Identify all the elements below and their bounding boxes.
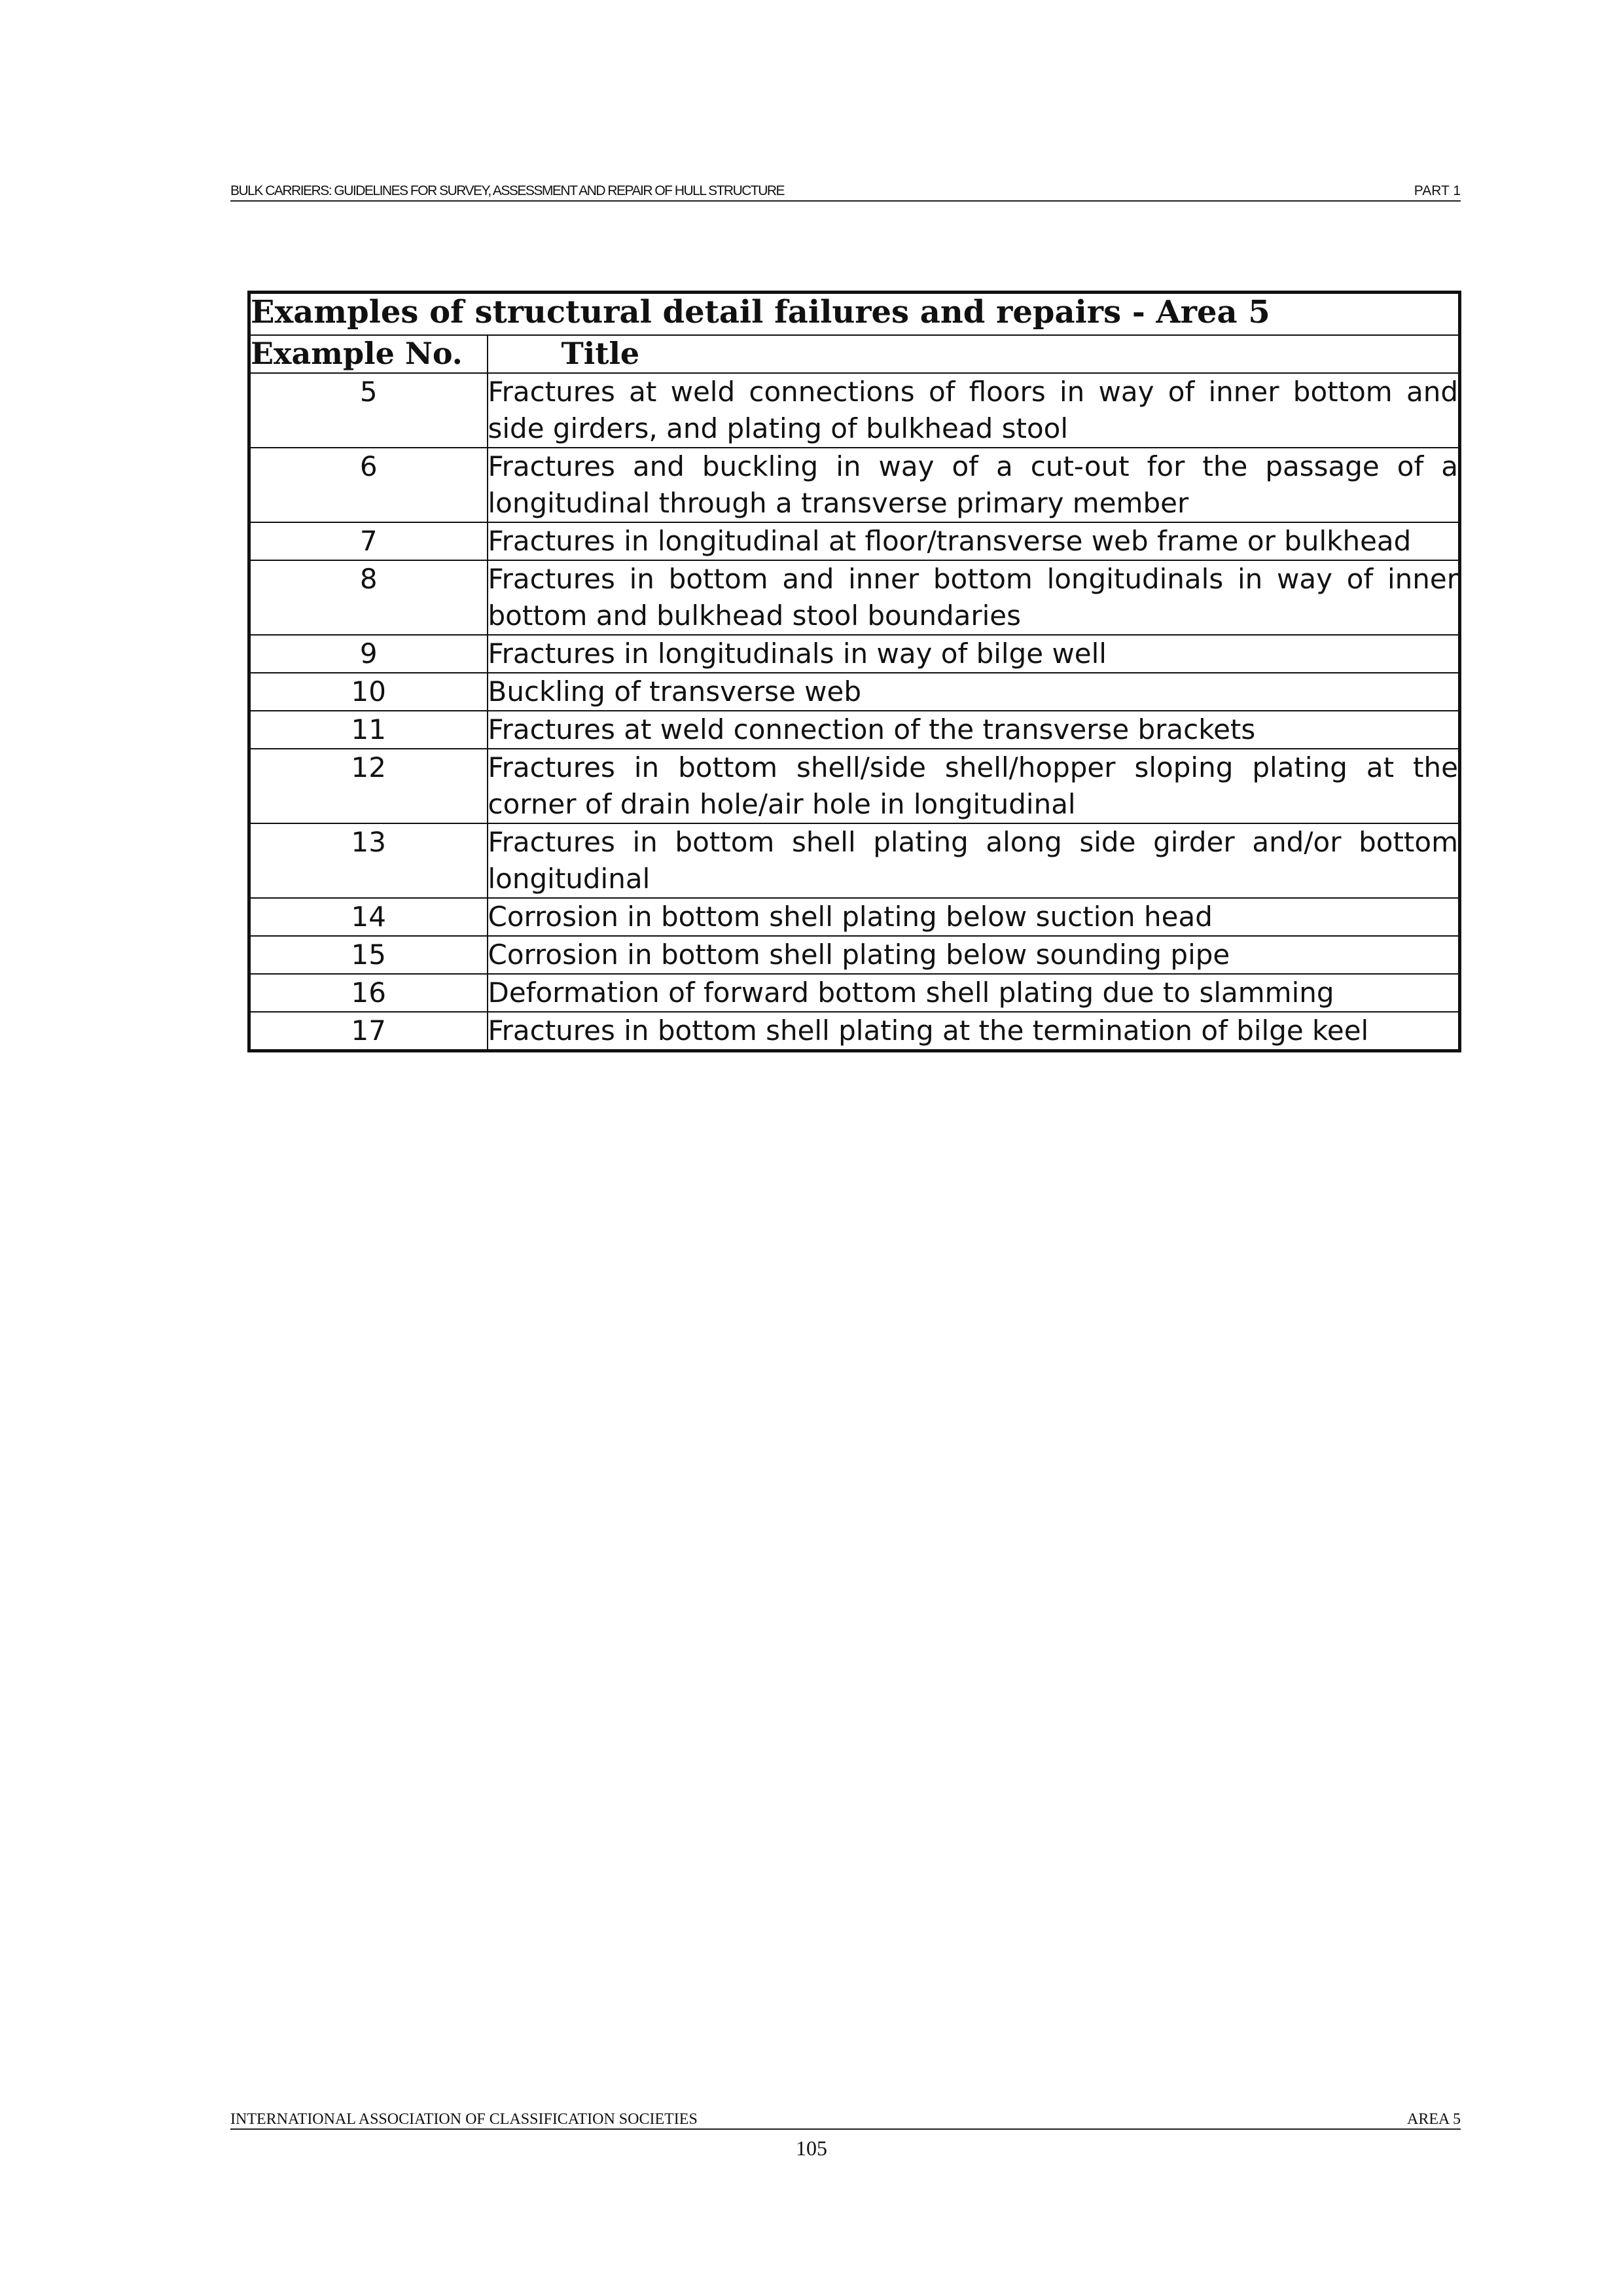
column-header-example-no: Example No. — [249, 335, 488, 373]
example-number: 8 — [249, 560, 488, 635]
running-header — [230, 181, 1461, 202]
example-title: Fractures in bottom shell/side shell/hopper sloping plating at the corner of drain hole/air hole in longitudinal — [488, 749, 1460, 823]
example-number: 13 — [249, 823, 488, 898]
example-title: Deformation of forward bottom shell plating due to slamming — [488, 974, 1460, 1012]
example-number: 5 — [249, 373, 488, 448]
table-row — [249, 749, 1460, 823]
page-number: 105 — [796, 2136, 827, 2160]
example-number: 15 — [249, 936, 488, 974]
table-title-row — [249, 293, 1460, 336]
header-part-label: PART 1 — [1414, 183, 1461, 198]
column-header-title: Title — [488, 335, 1460, 373]
example-title: Fractures in bottom and inner bottom longitudinals in way of inner bottom and bulkhead stool boundaries — [488, 560, 1460, 635]
example-number: 12 — [249, 749, 488, 823]
table-row — [249, 560, 1460, 635]
table-row — [249, 522, 1460, 560]
table-row — [249, 448, 1460, 522]
example-title: Buckling of transverse web — [488, 673, 1460, 711]
table-row — [249, 373, 1460, 448]
example-title: Fractures at weld connection of the transverse brackets — [488, 711, 1460, 749]
table-row — [249, 823, 1460, 898]
table-row — [249, 635, 1460, 673]
example-number: 14 — [249, 898, 488, 936]
table-row — [249, 711, 1460, 749]
table-row — [249, 974, 1460, 1012]
example-title: Corrosion in bottom shell plating below sounding pipe — [488, 936, 1460, 974]
header-document-title: BULK CARRIERS: GUIDELINES FOR SURVEY, ASSESSMENT AND REPAIR OF HULL STRUCTURE — [230, 183, 785, 198]
footer-area-label: AREA 5 — [1406, 2111, 1461, 2128]
example-number: 9 — [249, 635, 488, 673]
table-row — [249, 1012, 1460, 1051]
table-header-row — [249, 335, 1460, 373]
example-number: 6 — [249, 448, 488, 522]
footer-organization: INTERNATIONAL ASSOCIATION OF CLASSIFICATION SOCIETIES — [230, 2111, 698, 2128]
example-number: 10 — [249, 673, 488, 711]
example-title: Corrosion in bottom shell plating below suction head — [488, 898, 1460, 936]
table-title: Examples of structural detail failures and repairs - Area 5 — [249, 293, 1460, 336]
example-title: Fractures in longitudinals in way of bilge well — [488, 635, 1460, 673]
example-number: 7 — [249, 522, 488, 560]
example-title: Fractures in bottom shell plating at the termination of bilge keel — [488, 1012, 1460, 1051]
table-row — [249, 898, 1460, 936]
examples-table — [247, 291, 1461, 1052]
example-title: Fractures in bottom shell plating along side girder and/or bottom longitudinal — [488, 823, 1460, 898]
example-title: Fractures and buckling in way of a cut-out for the passage of a longitudinal through a transverse primary member — [488, 448, 1460, 522]
example-number: 16 — [249, 974, 488, 1012]
example-number: 17 — [249, 1012, 488, 1051]
table-row — [249, 673, 1460, 711]
example-title: Fractures in longitudinal at floor/transverse web frame or bulkhead — [488, 522, 1460, 560]
running-footer — [230, 2106, 1461, 2130]
example-number: 11 — [249, 711, 488, 749]
table-row — [249, 936, 1460, 974]
example-title: Fractures at weld connections of floors in way of inner bottom and side girders, and plating of bulkhead stool — [488, 373, 1460, 448]
